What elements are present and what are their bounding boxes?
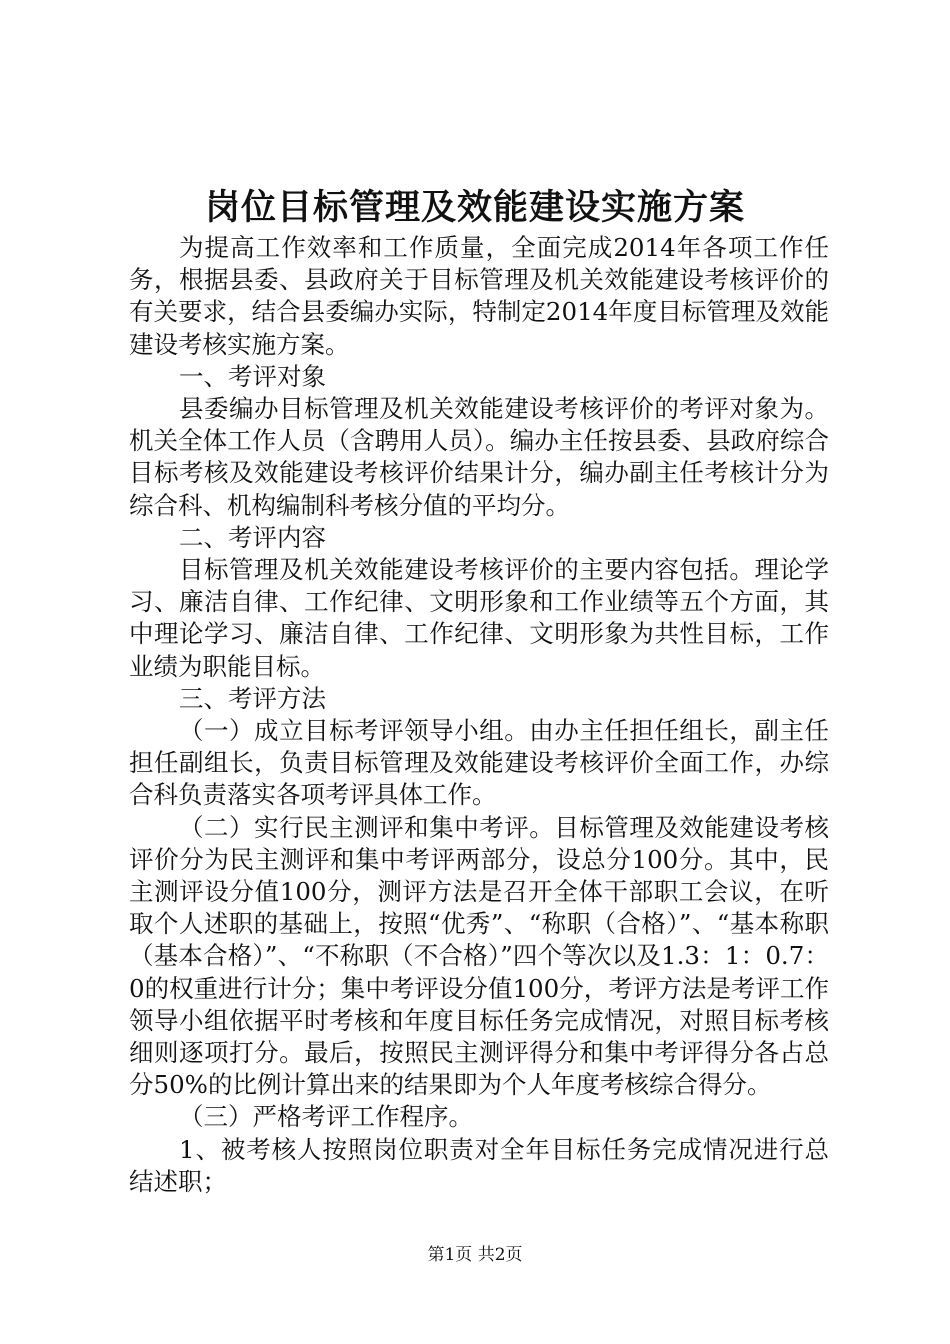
paragraph-4: （二）实行民主测评和集中考评。目标管理及效能建设考核评价分为民主测评和集中考评两部分，设总分100分。其中，民主测评设分值100分，测评方法是召开全体干部职工会议，在听取个人述职的基础上，按照“优秀”、“称职（合格）”、“基本称职（基本合格）”、“不称职（不合格）”四个等次以及1.3：1：0.7：0的权重进行计分；集中考评设分值100分，考评方法是考评工作领导小组依据平时考核和年度目标任务完成情况，对照目标考核细则逐项打分。最后，按照民主测评得分和集中考评得分各占总分50%的比例计算出来的结果即为个人年度考核综合得分。 [129,812,829,1100]
paragraph-2: 目标管理及机关效能建设考核评价的主要内容包括。理论学习、廉洁自律、工作纪律、文明形象和工作业绩等五个方面，其中理论学习、廉洁自律、工作纪律、文明形象为共性目标，工作业绩为职能目标。 [129,555,829,681]
document-body [129,232,829,1198]
section-heading-1: 一、考评对象 [179,361,326,391]
section-heading-3: 三、考评方法 [179,683,326,713]
paragraph-3: （一）成立目标考评领导小组。由办主任担任组长，副主任担任副组长，负责目标管理及效能建设考核评价全面工作，办综合科负责落实各项考评具体工作。 [129,716,829,810]
paragraph-6: 1、被考核人按照岗位职责对全年目标任务完成情况进行总结述职； [129,1134,829,1196]
page-footer: 第1页 共2页 [427,1245,523,1265]
paragraph-1: 县委编办目标管理及机关效能建设考核评价的考评对象为。机关全体工作人员（含聘用人员）。编办主任按县委、县政府综合目标考核及效能建设考核评价结果计分，编办副主任考核计分为综合科、机构编制科考核分值的平均分。 [129,394,829,520]
paragraph-5: （三）严格考评工作程序。 [179,1102,473,1132]
intro-paragraph: 为提高工作效率和工作质量，全面完成2014年各项工作任务，根据县委、县政府关于目标管理及机关效能建设考核评价的有关要求，结合县委编办实际，特制定2014年度目标管理及效能建设考核实施方案。 [129,233,829,359]
section-heading-2: 二、考评内容 [179,522,326,552]
document-title: 岗位目标管理及效能建设实施方案 [204,187,745,228]
